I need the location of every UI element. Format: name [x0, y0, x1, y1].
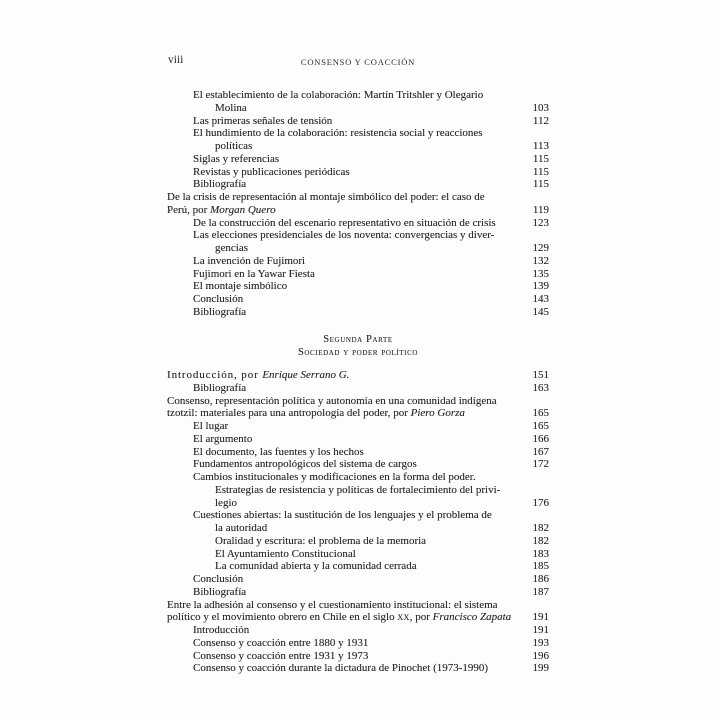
toc-entry-text — [167, 204, 276, 217]
toc-entry-text — [167, 407, 465, 420]
part-heading-line: Segunda Parte — [323, 334, 393, 345]
toc-entry-segment: político y el movimiento obrero en Chile en el siglo — [167, 611, 398, 624]
toc-entry-text — [167, 637, 368, 650]
toc-row — [167, 191, 549, 204]
toc-row — [167, 127, 549, 140]
toc-page-number: 196 — [532, 649, 549, 662]
toc-page-number: 193 — [532, 636, 549, 649]
toc-entry-text — [167, 229, 494, 242]
toc-row — [167, 637, 549, 650]
toc-entry-segment: Piero Gorza — [410, 407, 465, 420]
toc-row — [167, 484, 549, 497]
toc-entry-segment: El Ayuntamiento Constitucional — [215, 547, 356, 560]
toc-row — [167, 407, 549, 420]
toc-entry-segment: Bibliografía — [193, 178, 247, 191]
toc-entry-text — [167, 611, 511, 624]
toc-entry-text — [167, 395, 497, 408]
toc-list-part2 — [167, 369, 549, 675]
toc-entry-segment: Conclusión — [193, 293, 244, 305]
toc-row — [167, 293, 549, 306]
toc-row — [167, 280, 549, 293]
toc-page-number: 143 — [532, 293, 549, 305]
toc-entry-segment: Estrategias de resistencia y políticas de fortalecimiento del privi- — [215, 483, 501, 496]
toc-row — [167, 382, 549, 395]
toc-row — [167, 178, 549, 191]
toc-row — [167, 497, 549, 510]
toc-entry-text — [167, 153, 279, 166]
toc-row — [167, 586, 549, 599]
toc-entry-text — [167, 369, 349, 382]
toc-row — [167, 599, 549, 612]
toc-entry-segment: Bibliografía — [193, 381, 247, 394]
toc-entry-segment: legio — [215, 496, 237, 509]
toc-entry-segment: Siglas y referencias — [193, 152, 280, 165]
toc-page-number: 115 — [532, 178, 549, 191]
toc-row — [167, 102, 549, 115]
part-heading-line: Sociedad y poder político — [297, 347, 419, 358]
toc-page-number: 191 — [532, 611, 549, 624]
toc-entry-segment: Introducción, por — [167, 369, 263, 381]
toc-entry-segment: Bibliografía — [193, 585, 247, 598]
toc-page-number: 135 — [532, 267, 549, 280]
toc-page-number: 139 — [532, 280, 549, 293]
toc-page-number: 183 — [532, 547, 549, 560]
toc-entry-text — [167, 446, 364, 459]
toc-row — [167, 229, 549, 242]
toc-page-number: 123 — [532, 216, 549, 229]
toc-row — [167, 624, 549, 637]
toc-page-number: 172 — [532, 458, 549, 471]
toc-row — [167, 306, 549, 319]
toc-row — [167, 166, 549, 179]
toc-row — [167, 369, 549, 382]
toc-entry-text — [167, 280, 287, 293]
toc-entry-text — [167, 548, 356, 561]
toc-entry-text — [167, 191, 485, 204]
toc-entry-segment: El establecimiento de la colaboración: Martín Tritshler y Olegario — [193, 89, 484, 101]
toc-entry-segment: Bibliografía — [193, 305, 247, 318]
toc-entry-text — [167, 255, 305, 268]
toc-entry-text — [167, 650, 368, 663]
toc-entry-text — [167, 242, 248, 255]
toc-row — [167, 548, 549, 561]
toc-page-number: 191 — [532, 624, 549, 636]
toc-row — [167, 433, 549, 446]
toc-page-number: 185 — [532, 560, 549, 573]
toc-entry-text — [167, 420, 228, 433]
toc-page-number: 112 — [532, 114, 549, 127]
toc-entry-text — [167, 115, 332, 128]
toc-entry-segment: Introducción — [193, 624, 250, 636]
toc-entry-segment: Francisco Zapata — [432, 611, 512, 624]
toc-entry-text — [167, 509, 492, 522]
toc-row — [167, 242, 549, 255]
toc-row — [167, 204, 549, 217]
toc-row — [167, 255, 549, 268]
toc-row — [167, 535, 549, 548]
toc-entry-segment: El argumento — [193, 432, 253, 445]
toc-row — [167, 662, 549, 675]
toc-entry-text — [167, 535, 426, 548]
toc-entry-segment: La invención de Fujimori — [193, 254, 306, 267]
toc-entry-segment: Molina — [215, 101, 247, 114]
toc-page-number: 199 — [532, 662, 549, 675]
folio-page-number: viii — [168, 54, 184, 66]
toc-page-number: 187 — [532, 585, 549, 598]
toc-entry-text — [167, 268, 315, 281]
toc-page-number: 182 — [532, 534, 549, 547]
toc-entry-segment: Fundamentos antropológicos del sistema de cargos — [193, 458, 417, 471]
toc-page-number: 167 — [532, 445, 549, 458]
toc-page-number: 113 — [532, 140, 549, 152]
toc-page-number: 115 — [532, 165, 549, 178]
running-head: CONSENSO Y COACCIÓN — [300, 57, 416, 67]
toc-entry-segment: políticas — [215, 140, 253, 152]
toc-entry-segment: Las primeras señales de tensión — [193, 114, 333, 127]
toc-entry-segment: Las elecciones presidenciales de los noventa: convergencias y diver- — [193, 229, 495, 242]
toc-page-number: 132 — [532, 254, 549, 267]
toc-entry-segment: El montaje simbólico — [193, 280, 288, 293]
toc-entry-segment: , por — [409, 611, 433, 624]
toc-row — [167, 115, 549, 128]
toc-page-number: 119 — [532, 203, 549, 216]
toc-row — [167, 650, 549, 663]
toc-entry-text — [167, 178, 246, 191]
toc-entry-text — [167, 471, 476, 484]
toc-row — [167, 420, 549, 433]
toc-entry-segment: Enrique Serrano G. — [262, 369, 350, 381]
toc-entry-segment: Consenso, representación política y autonomía en una comunidad indígena — [167, 394, 497, 407]
toc-entry-text — [167, 382, 246, 395]
part-heading — [167, 333, 549, 359]
toc-page-number: 166 — [532, 432, 549, 445]
toc-entry-text — [167, 293, 243, 306]
toc-entry-text — [167, 497, 237, 510]
toc-entry-segment: Oralidad y escritura: el problema de la memoria — [215, 534, 427, 547]
toc-entry-segment: xx — [397, 611, 410, 624]
toc-row — [167, 560, 549, 573]
toc-entry-segment: Entre la adhesión al consenso y el cuestionamiento institucional: el sistema — [167, 598, 498, 611]
toc-page-number: 151 — [532, 369, 549, 381]
toc-entry-text — [167, 624, 249, 637]
toc-entry-segment: gencias — [215, 242, 248, 254]
toc-entry-text — [167, 102, 247, 115]
toc-row — [167, 471, 549, 484]
toc-entry-segment: De la crisis de representación al montaje simbólico del poder: el caso de — [167, 191, 485, 203]
toc-page-number: 182 — [532, 522, 549, 534]
toc-page-number: 186 — [532, 573, 549, 585]
toc-row — [167, 509, 549, 522]
toc-row — [167, 153, 549, 166]
toc-entry-segment: Conclusión — [193, 573, 244, 585]
toc-entry-text — [167, 599, 498, 612]
toc-page-number: 115 — [532, 152, 549, 165]
toc-entry-text — [167, 127, 483, 140]
toc-entry-text — [167, 89, 483, 102]
toc-page-number: 165 — [532, 407, 549, 420]
toc-page-number: 129 — [532, 242, 549, 254]
toc-row — [167, 446, 549, 459]
toc-entry-text — [167, 560, 417, 573]
toc-entry-text — [167, 306, 246, 319]
toc-entry-text — [167, 458, 417, 471]
toc-entry-segment: la autoridad — [215, 522, 268, 534]
toc-row — [167, 140, 549, 153]
toc-row — [167, 89, 549, 102]
toc-entry-segment: De la construcción del escenario representativo en situación de crisis — [193, 216, 496, 229]
toc-entry-segment: Consenso y coacción durante la dictadura de Pinochet (1973-1990) — [193, 662, 489, 675]
toc-entry-segment: Revistas y publicaciones periódicas — [193, 165, 350, 178]
toc-entry-segment: El documento, las fuentes y los hechos — [193, 445, 364, 458]
toc-entry-segment: tzotzil: materiales para una antropología del poder, por — [167, 407, 411, 420]
toc-page-number: 163 — [532, 381, 549, 394]
toc-row — [167, 268, 549, 281]
toc-entry-segment: Cuestiones abiertas: la sustitución de los lenguajes y el problema de — [193, 509, 492, 522]
toc-page-number: 176 — [532, 496, 549, 509]
toc-entry-text — [167, 586, 246, 599]
toc-list-part1 — [167, 89, 549, 319]
toc-entry-text — [167, 140, 252, 153]
toc-entry-segment: El hundimiento de la colaboración: resistencia social y reacciones — [193, 127, 483, 140]
toc-page-number: 165 — [532, 420, 549, 432]
toc-entry-segment: La comunidad abierta y la comunidad cerrada — [215, 560, 417, 573]
toc-entry-text — [167, 433, 252, 446]
toc-entry-text — [167, 217, 496, 230]
toc-page-number: 145 — [532, 305, 549, 318]
toc-entry-segment: Perú, por — [167, 203, 211, 216]
toc-entry-text — [167, 522, 267, 535]
toc-row — [167, 573, 549, 586]
toc-entry-segment: Consenso y coacción entre 1931 y 1973 — [193, 649, 369, 662]
toc-entry-text — [167, 166, 350, 179]
toc-row — [167, 522, 549, 535]
toc-entry-text — [167, 662, 488, 675]
toc-entry-segment: Fujimori en la Yawar Fiesta — [193, 267, 315, 280]
toc-page-number: 103 — [532, 101, 549, 114]
toc-entry-segment: Morgan Quero — [210, 203, 276, 216]
toc-row — [167, 395, 549, 408]
toc-entry-text — [167, 573, 243, 586]
toc-row — [167, 611, 549, 624]
toc-entry-text — [167, 484, 500, 497]
toc-entry-segment: Consenso y coacción entre 1880 y 1931 — [193, 636, 369, 649]
toc-row — [167, 458, 549, 471]
toc-entry-segment: Cambios institucionales y modificaciones en la forma del poder. — [193, 471, 476, 483]
toc-row — [167, 217, 549, 230]
toc-entry-segment: El lugar — [193, 420, 229, 432]
